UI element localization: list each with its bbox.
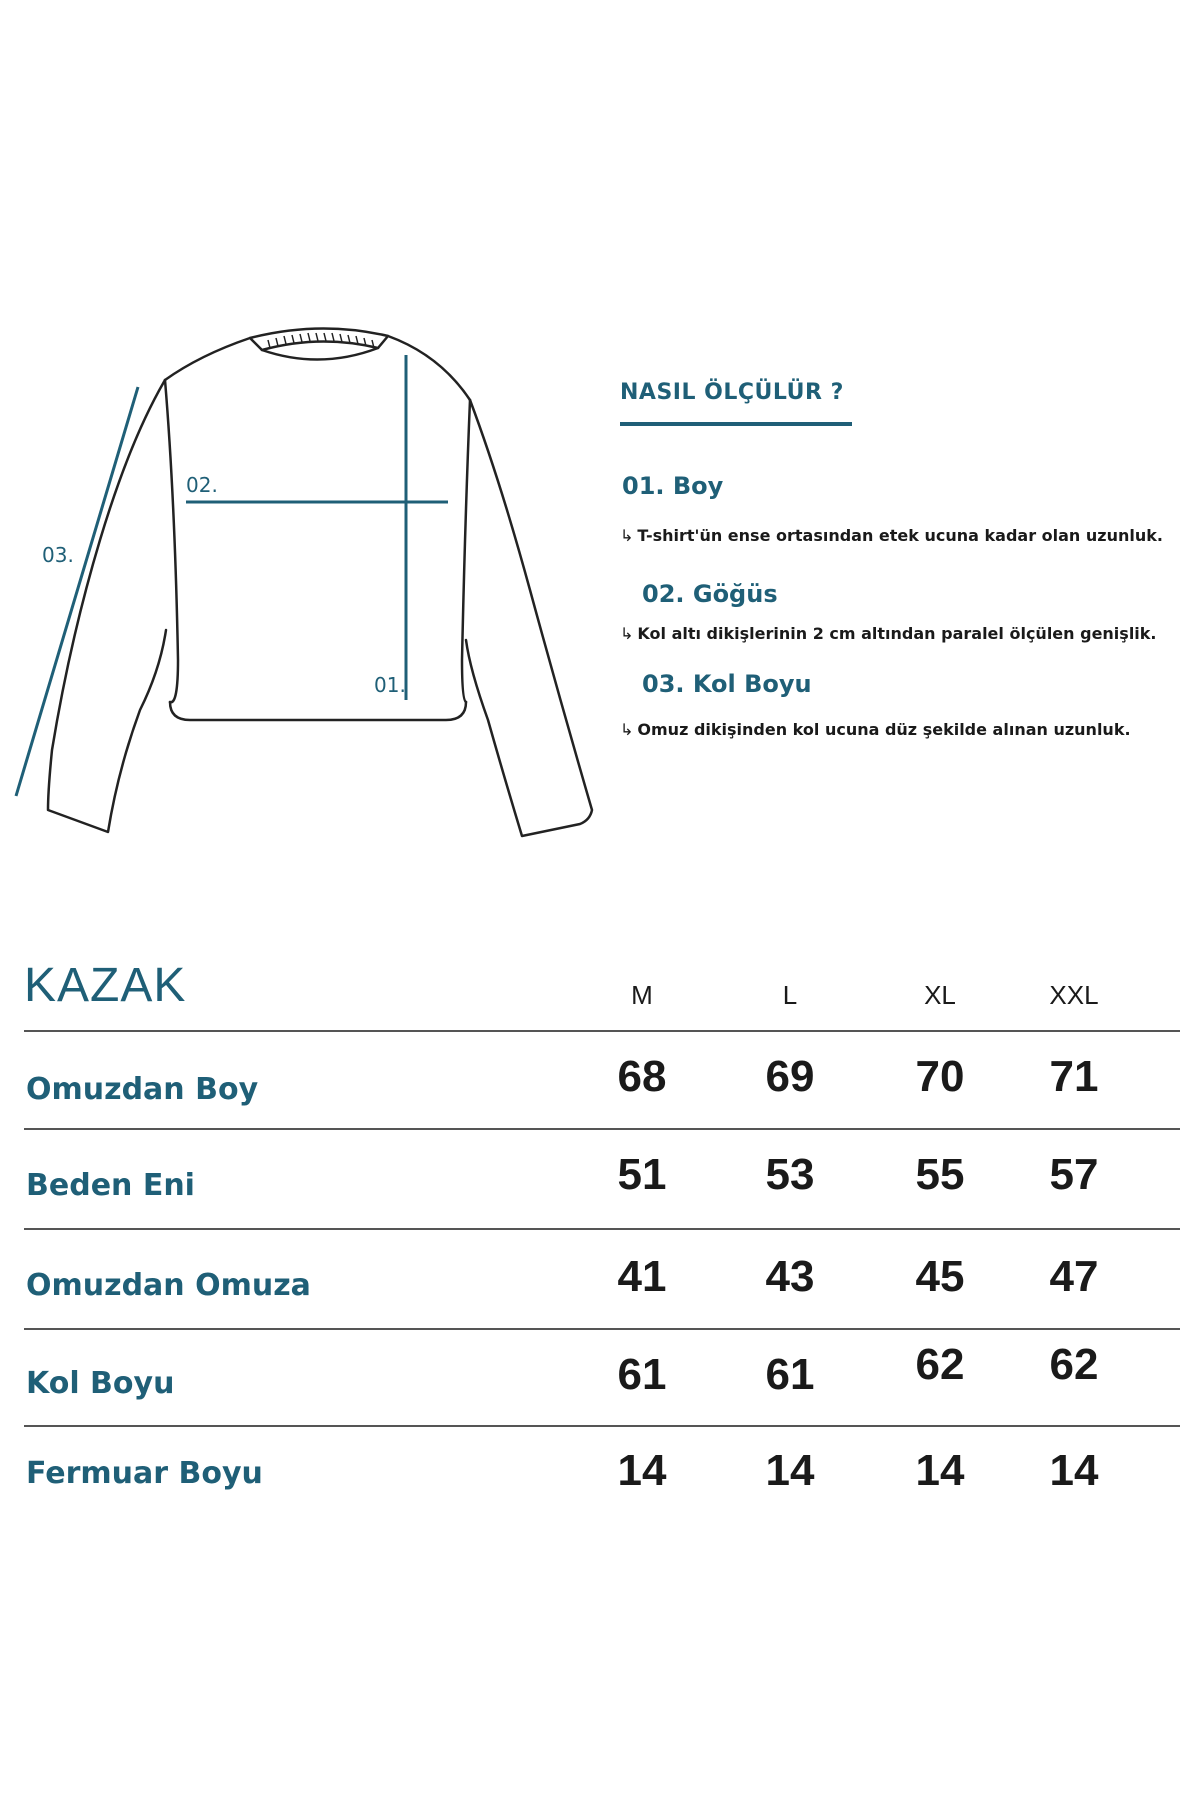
- table-cell: 70: [915, 1052, 965, 1101]
- table-cell: 61: [617, 1350, 667, 1399]
- size-header-m: M: [631, 980, 653, 1010]
- table-divider: [24, 1030, 1180, 1032]
- table-cell: 62: [1049, 1340, 1099, 1389]
- table-cell: 41: [617, 1252, 667, 1301]
- chest-label: 02.: [186, 473, 218, 497]
- table-cell: 57: [1049, 1150, 1099, 1199]
- step-sleeve-title: 03. Kol Boyu: [642, 670, 812, 698]
- row-label: Beden Eni: [26, 1168, 195, 1203]
- table-divider: [24, 1228, 1180, 1230]
- table-cell: 45: [915, 1252, 965, 1301]
- row-label: Fermuar Boyu: [26, 1456, 263, 1491]
- table-cell: 61: [765, 1350, 815, 1399]
- row-label: Omuzdan Omuza: [26, 1268, 311, 1303]
- sweater-outline: [48, 328, 592, 836]
- step-chest-title: 02. Göğüs: [642, 580, 778, 608]
- table-cell: 68: [617, 1052, 667, 1101]
- arrow-icon: ↳: [620, 624, 634, 643]
- size-header-xl: XL: [924, 980, 956, 1010]
- table-cell: 69: [765, 1052, 815, 1101]
- arrow-icon: ↳: [620, 720, 634, 739]
- table-cell: 71: [1049, 1052, 1099, 1101]
- table-title: KAZAK: [24, 959, 187, 1012]
- table-divider: [24, 1128, 1180, 1130]
- table-cell: 55: [915, 1150, 965, 1199]
- table-cell: 43: [765, 1252, 815, 1301]
- table-divider: [24, 1425, 1180, 1427]
- table-cell: 14: [617, 1446, 667, 1495]
- length-label: 01.: [374, 673, 406, 697]
- table-cell: 14: [765, 1446, 815, 1495]
- sweater-diagram: [0, 300, 600, 860]
- arrow-icon: ↳: [620, 526, 634, 545]
- step-length-title: 01. Boy: [622, 472, 724, 500]
- table-cell: 47: [1049, 1252, 1099, 1301]
- row-label: Kol Boyu: [26, 1366, 175, 1401]
- table-divider: [24, 1328, 1180, 1330]
- sleeve-label: 03.: [42, 543, 74, 567]
- size-header-xxl: XXL: [1049, 980, 1099, 1010]
- step-chest-description: ↳ Kol altı dikişlerinin 2 cm altından paralel ölçülen genişlik.: [620, 624, 1157, 643]
- step-length-description: ↳ T-shirt'ün ense ortasından etek ucuna kadar olan uzunluk.: [620, 526, 1163, 545]
- table-cell: 62: [915, 1340, 965, 1389]
- table-cell: 14: [1049, 1446, 1099, 1495]
- size-header-l: L: [782, 980, 798, 1010]
- step-sleeve-description: ↳ Omuz dikişinden kol ucuna düz şekilde alınan uzunluk.: [620, 720, 1131, 739]
- how-to-measure-title: NASIL ÖLÇÜLÜR ?: [620, 380, 844, 405]
- table-cell: 14: [915, 1446, 965, 1495]
- table-cell: 53: [765, 1150, 815, 1199]
- title-underline: [620, 422, 852, 426]
- row-label: Omuzdan Boy: [26, 1072, 259, 1107]
- sleeve-measure-line: [16, 387, 138, 796]
- table-cell: 51: [617, 1150, 667, 1199]
